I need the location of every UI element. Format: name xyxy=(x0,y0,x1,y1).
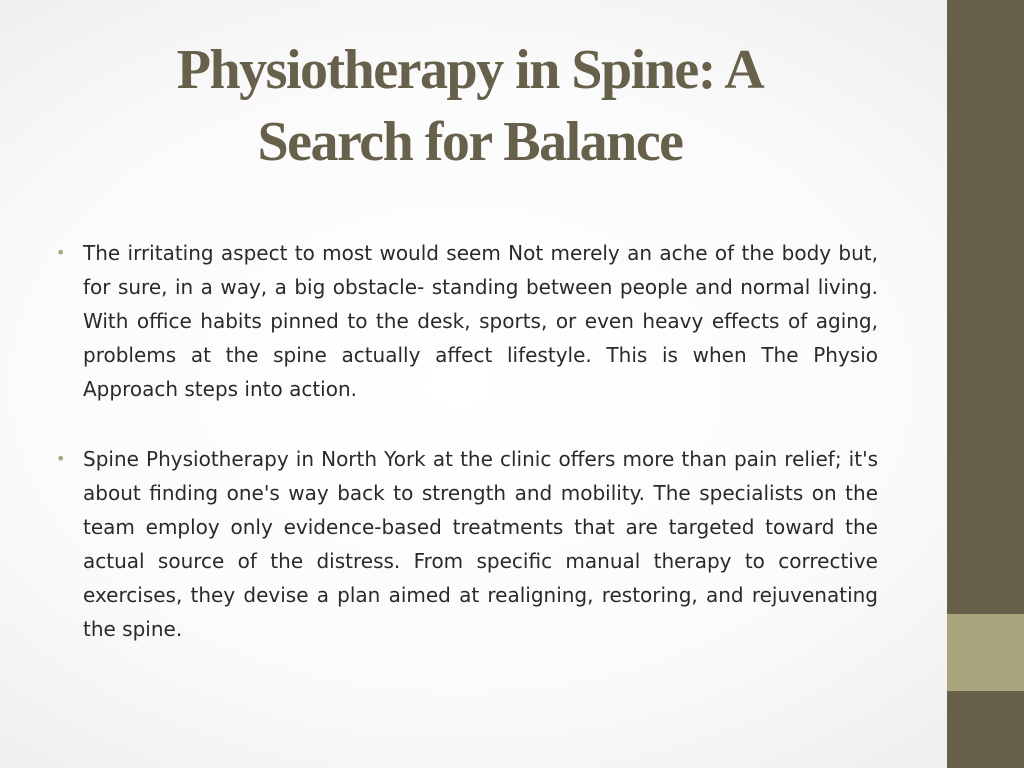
bullet-marker: • xyxy=(56,243,66,262)
bullet-item xyxy=(56,442,878,646)
bullet-item xyxy=(56,236,878,406)
slide-title-line-1: Physiotherapy in Spine: A xyxy=(176,39,764,101)
slide-title xyxy=(60,34,880,178)
slide-title-line-2: Search for Balance xyxy=(257,111,683,173)
bullet-text: Spine Physiotherapy in North York at the clinic offers more than pain relief; it's about finding one's way back to strength and mobility. The specialists on the team employ only evidence-based treatments that are targeted toward the actual source of the distress. From specific manual therapy to corrective exercises, they devise a plan aimed at realigning, restoring, and rejuvenating the spine. xyxy=(83,447,878,641)
bullet-marker: • xyxy=(56,449,66,468)
decorative-side-accent xyxy=(947,614,1024,691)
bullet-list xyxy=(56,236,878,682)
bullet-text: The irritating aspect to most would seem Not merely an ache of the body but, for sure, in a way, a big obstacle- standing between people and normal living. With office habits pinned to the desk, sports, or even heavy effects of aging, problems at the spine actually affect lifestyle. This is when The Physio Approach steps into action. xyxy=(83,241,878,401)
